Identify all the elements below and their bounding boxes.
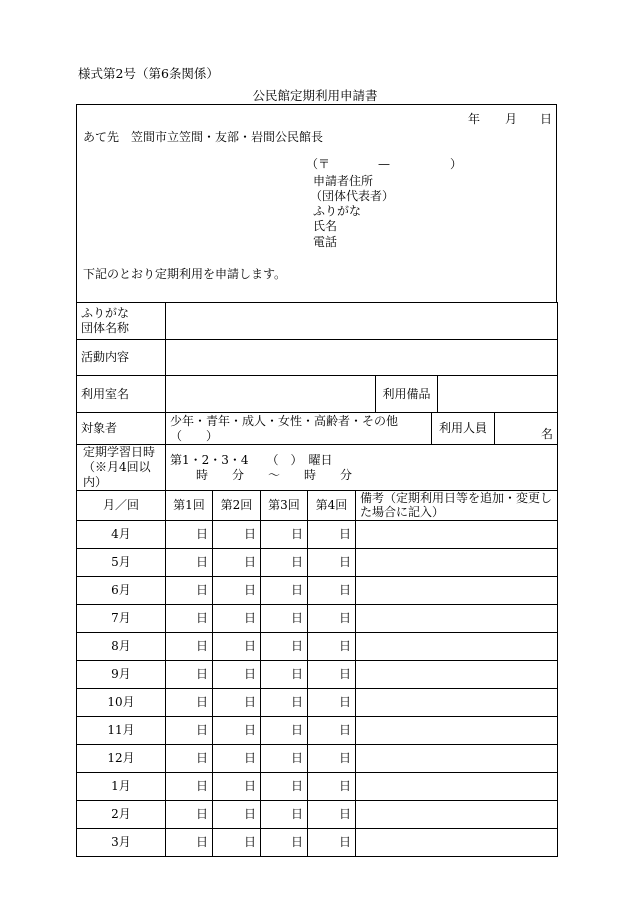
activity-field[interactable] <box>166 340 558 376</box>
target-options[interactable]: 少年・青年・成人・女性・高齢者・その他（ ） <box>166 413 432 445</box>
session-day-1[interactable]: 日 <box>166 549 213 577</box>
session-day-3[interactable]: 日 <box>261 661 308 689</box>
month-label: 7月 <box>77 605 166 633</box>
schedule-label: 定期学習日時 （※月4回以内） <box>77 445 166 491</box>
page-title: 公民館定期利用申請書 <box>252 88 378 103</box>
representative-label: （団体代表者） <box>310 189 395 203</box>
month-label: 4月 <box>77 521 166 549</box>
session-day-2[interactable]: 日 <box>213 633 261 661</box>
phone-label: 電話 <box>313 235 338 249</box>
session-day-4[interactable]: 日 <box>308 801 356 829</box>
applicant-address-label: 申請者住所 <box>313 174 374 188</box>
count-label: 利用人員 <box>432 413 495 445</box>
addressee: あて先 笠間市立笠間・友部・岩間公民館長 <box>83 130 324 144</box>
equipment-field[interactable] <box>438 376 558 413</box>
name-label: 氏名 <box>313 219 338 233</box>
count-unit: 名 <box>540 427 553 441</box>
session-day-2[interactable]: 日 <box>213 717 261 745</box>
remarks-cell[interactable] <box>356 829 558 857</box>
session-day-3[interactable]: 日 <box>261 521 308 549</box>
header-session-2: 第2回 <box>213 491 261 521</box>
session-day-2[interactable]: 日 <box>213 745 261 773</box>
postal-code-field: （〒 — ） <box>306 157 463 171</box>
remarks-cell[interactable] <box>356 577 558 605</box>
header-session-4: 第4回 <box>308 491 356 521</box>
target-row <box>77 413 558 445</box>
session-day-2[interactable]: 日 <box>213 661 261 689</box>
session-day-2[interactable]: 日 <box>213 605 261 633</box>
session-day-2[interactable]: 日 <box>213 521 261 549</box>
schedule-row <box>77 445 558 491</box>
session-day-2[interactable]: 日 <box>213 829 261 857</box>
group-name-label: ふりがな 団体名称 <box>77 303 166 340</box>
schedule-weekday-line: 第1・2・3・4 （ ） 曜日 <box>170 452 333 467</box>
statement-text: 下記のとおり定期利用を申請します。 <box>83 267 287 281</box>
session-day-1[interactable]: 日 <box>166 577 213 605</box>
session-day-3[interactable]: 日 <box>261 829 308 857</box>
month-label: 8月 <box>77 633 166 661</box>
table-row <box>77 717 558 745</box>
session-day-1[interactable]: 日 <box>166 689 213 717</box>
session-day-1[interactable]: 日 <box>166 773 213 801</box>
session-day-2[interactable]: 日 <box>213 689 261 717</box>
session-day-1[interactable]: 日 <box>166 605 213 633</box>
month-rows <box>77 521 558 857</box>
remarks-cell[interactable] <box>356 717 558 745</box>
session-day-4[interactable]: 日 <box>308 689 356 717</box>
month-label: 1月 <box>77 773 166 801</box>
remarks-cell[interactable] <box>356 633 558 661</box>
session-day-3[interactable]: 日 <box>261 549 308 577</box>
month-label: 5月 <box>77 549 166 577</box>
session-day-3[interactable]: 日 <box>261 605 308 633</box>
remarks-cell[interactable] <box>356 689 558 717</box>
session-day-3[interactable]: 日 <box>261 745 308 773</box>
count-field[interactable] <box>495 413 558 445</box>
session-day-1[interactable]: 日 <box>166 633 213 661</box>
group-name-field[interactable] <box>166 303 558 340</box>
session-day-1[interactable]: 日 <box>166 745 213 773</box>
remarks-cell[interactable] <box>356 745 558 773</box>
month-label: 11月 <box>77 717 166 745</box>
room-label: 利用室名 <box>77 376 166 413</box>
activity-label: 活動内容 <box>77 340 166 376</box>
header-month: 月／回 <box>77 491 166 521</box>
session-day-2[interactable]: 日 <box>213 549 261 577</box>
schedule-field[interactable] <box>166 445 558 491</box>
session-day-3[interactable]: 日 <box>261 633 308 661</box>
session-day-2[interactable]: 日 <box>213 801 261 829</box>
table-row <box>77 745 558 773</box>
session-day-3[interactable]: 日 <box>261 801 308 829</box>
room-row <box>77 376 558 413</box>
session-day-3[interactable]: 日 <box>261 717 308 745</box>
target-label: 対象者 <box>77 413 166 445</box>
remarks-cell[interactable] <box>356 549 558 577</box>
session-day-3[interactable]: 日 <box>261 773 308 801</box>
remarks-cell[interactable] <box>356 801 558 829</box>
equipment-label: 利用備品 <box>376 376 438 413</box>
month-label: 9月 <box>77 661 166 689</box>
session-day-4[interactable]: 日 <box>308 577 356 605</box>
remarks-cell[interactable] <box>356 521 558 549</box>
session-day-4[interactable]: 日 <box>308 773 356 801</box>
remarks-cell[interactable] <box>356 605 558 633</box>
session-day-4[interactable]: 日 <box>308 745 356 773</box>
table-row <box>77 633 558 661</box>
table-row <box>77 605 558 633</box>
session-day-1[interactable]: 日 <box>166 717 213 745</box>
session-day-1[interactable]: 日 <box>166 829 213 857</box>
table-header-row <box>77 491 558 521</box>
date-year: 年 <box>468 112 481 126</box>
header-session-1: 第1回 <box>166 491 213 521</box>
table-row <box>77 577 558 605</box>
month-label: 12月 <box>77 745 166 773</box>
application-table <box>76 302 558 857</box>
month-label: 6月 <box>77 577 166 605</box>
group-name-row <box>77 303 558 340</box>
session-day-4[interactable]: 日 <box>308 549 356 577</box>
session-day-4[interactable]: 日 <box>308 605 356 633</box>
furigana-label: ふりがな <box>313 204 362 218</box>
room-field[interactable] <box>166 376 376 413</box>
header-remarks: 備考（定期利用日等を追加・変更した場合に記入） <box>356 491 558 521</box>
table-row <box>77 801 558 829</box>
month-label: 3月 <box>77 829 166 857</box>
date-day: 日 <box>540 112 553 126</box>
session-day-1[interactable]: 日 <box>166 801 213 829</box>
session-day-3[interactable]: 日 <box>261 689 308 717</box>
session-day-1[interactable]: 日 <box>166 521 213 549</box>
table-row <box>77 549 558 577</box>
header-session-3: 第3回 <box>261 491 308 521</box>
session-day-4[interactable]: 日 <box>308 829 356 857</box>
month-label: 2月 <box>77 801 166 829</box>
activity-row <box>77 340 558 376</box>
month-label: 10月 <box>77 689 166 717</box>
form-number: 様式第2号（第6条関係） <box>78 66 219 81</box>
session-day-3[interactable]: 日 <box>261 577 308 605</box>
session-day-4[interactable]: 日 <box>308 661 356 689</box>
table-row <box>77 829 558 857</box>
table-row <box>77 773 558 801</box>
session-day-2[interactable]: 日 <box>213 773 261 801</box>
table-row <box>77 661 558 689</box>
session-day-4[interactable]: 日 <box>308 717 356 745</box>
table-row <box>77 521 558 549</box>
date-month: 月 <box>505 112 518 126</box>
session-day-4[interactable]: 日 <box>308 521 356 549</box>
remarks-cell[interactable] <box>356 773 558 801</box>
schedule-time-line: 時 分 ～ 時 分 <box>196 467 353 482</box>
table-row <box>77 689 558 717</box>
remarks-cell[interactable] <box>356 661 558 689</box>
session-day-2[interactable]: 日 <box>213 577 261 605</box>
session-day-4[interactable]: 日 <box>308 633 356 661</box>
session-day-1[interactable]: 日 <box>166 661 213 689</box>
